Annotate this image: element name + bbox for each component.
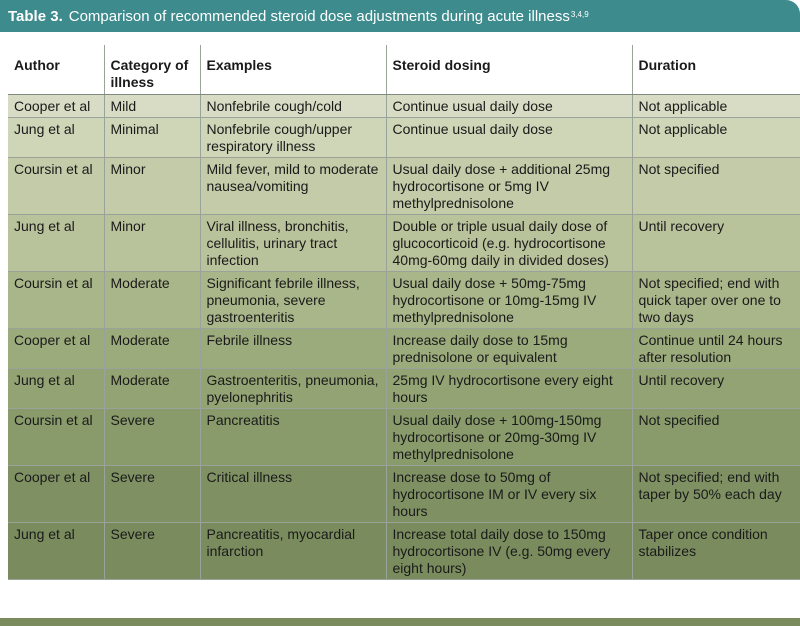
cell-dosing: Usual daily dose + 100mg-150mg hydrocortisone or 20mg-30mg IV methylprednisolone (386, 409, 632, 466)
cell-examples: Mild fever, mild to moderate nausea/vomiting (200, 158, 386, 215)
cell-category: Severe (104, 409, 200, 466)
cell-examples: Nonfebrile cough/cold (200, 95, 386, 118)
cell-dosing: Increase dose to 50mg of hydrocortisone IM or IV every six hours (386, 466, 632, 523)
cell-author: Coursin et al (8, 272, 104, 329)
table-number: Table 3. (8, 7, 63, 25)
cell-examples: Critical illness (200, 466, 386, 523)
table-row (8, 215, 800, 272)
title-divider (0, 32, 800, 40)
header-author: Author (8, 45, 104, 95)
cell-category: Mild (104, 95, 200, 118)
table-row (8, 272, 800, 329)
cell-category: Minor (104, 215, 200, 272)
cell-author: Cooper et al (8, 329, 104, 369)
cell-category: Minor (104, 158, 200, 215)
cell-examples: Pancreatitis, myocardial infarction (200, 523, 386, 580)
cell-author: Jung et al (8, 523, 104, 580)
cell-author: Coursin et al (8, 409, 104, 466)
cell-category: Moderate (104, 272, 200, 329)
cell-dosing: Continue usual daily dose (386, 118, 632, 158)
cell-examples: Viral illness, bronchitis, cellulitis, urinary tract infection (200, 215, 386, 272)
header-category: Category of illness (104, 45, 200, 95)
cell-category: Moderate (104, 369, 200, 409)
cell-duration: Not applicable (632, 118, 800, 158)
cell-examples: Febrile illness (200, 329, 386, 369)
table-references: 3,4,9 (570, 9, 589, 19)
cell-category: Moderate (104, 329, 200, 369)
table-row (8, 466, 800, 523)
cell-category: Minimal (104, 118, 200, 158)
cell-duration: Taper once condition stabilizes (632, 523, 800, 580)
cell-author: Cooper et al (8, 466, 104, 523)
cell-dosing: Usual daily dose + additional 25mg hydrocortisone or 5mg IV methylprednisolone (386, 158, 632, 215)
cell-dosing: Continue usual daily dose (386, 95, 632, 118)
cell-author: Jung et al (8, 215, 104, 272)
table-row (8, 409, 800, 466)
cell-category: Severe (104, 523, 200, 580)
cell-category: Severe (104, 466, 200, 523)
cell-duration: Until recovery (632, 369, 800, 409)
cell-examples: Nonfebrile cough/upper respiratory illness (200, 118, 386, 158)
header-duration: Duration (632, 45, 800, 95)
cell-author: Cooper et al (8, 95, 104, 118)
cell-examples: Gastroenteritis, pneumonia, pyelonephritis (200, 369, 386, 409)
cell-author: Coursin et al (8, 158, 104, 215)
cell-duration: Until recovery (632, 215, 800, 272)
header-examples: Examples (200, 45, 386, 95)
table-row (8, 523, 800, 580)
cell-duration: Not applicable (632, 95, 800, 118)
table-row (8, 118, 800, 158)
steroid-dose-table (8, 45, 800, 580)
cell-duration: Not specified (632, 158, 800, 215)
table-row (8, 95, 800, 118)
cell-author: Jung et al (8, 369, 104, 409)
table-row (8, 158, 800, 215)
cell-examples: Pancreatitis (200, 409, 386, 466)
cell-author: Jung et al (8, 118, 104, 158)
table-row (8, 329, 800, 369)
cell-dosing: Increase total daily dose to 150mg hydrocortisone IV (e.g. 50mg every eight hours) (386, 523, 632, 580)
cell-duration: Continue until 24 hours after resolution (632, 329, 800, 369)
cell-dosing: Double or triple usual daily dose of glucocorticoid (e.g. hydrocortisone 40mg-60mg daily in divided doses) (386, 215, 632, 272)
cell-duration: Not specified (632, 409, 800, 466)
cell-duration: Not specified; end with taper by 50% each day (632, 466, 800, 523)
bottom-band (0, 618, 800, 626)
header-steroid-dosing: Steroid dosing (386, 45, 632, 95)
table-caption: Comparison of recommended steroid dose adjustments during acute illness (68, 7, 570, 25)
cell-examples: Significant febrile illness, pneumonia, severe gastroenteritis (200, 272, 386, 329)
table-row (8, 369, 800, 409)
cell-dosing: Increase daily dose to 15mg prednisolone or equivalent (386, 329, 632, 369)
table-title-bar (0, 0, 800, 32)
header-row (8, 45, 800, 95)
cell-dosing: Usual daily dose + 50mg-75mg hydrocortisone or 10mg-15mg IV methylprednisolone (386, 272, 632, 329)
cell-duration: Not specified; end with quick taper over one to two days (632, 272, 800, 329)
cell-dosing: 25mg IV hydrocortisone every eight hours (386, 369, 632, 409)
